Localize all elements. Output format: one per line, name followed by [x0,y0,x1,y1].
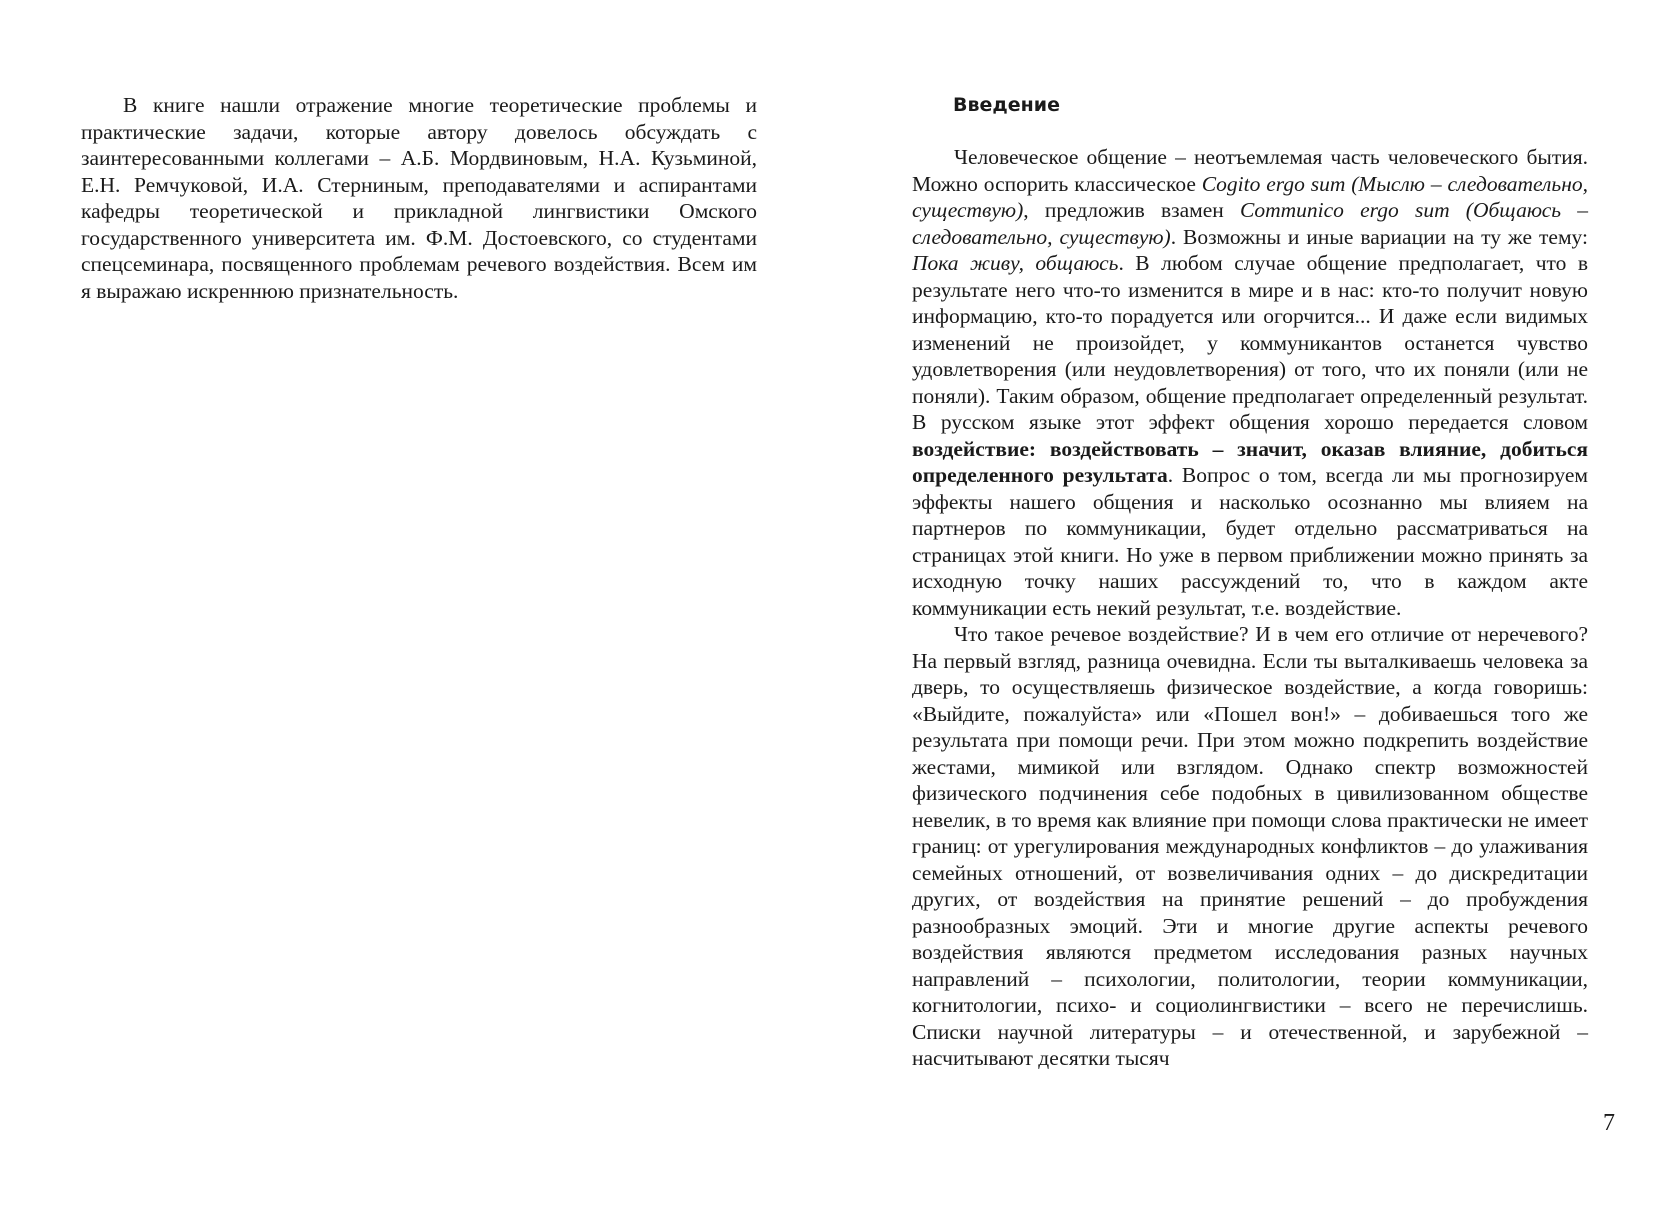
intro-paragraph-2: Что такое речевое воздействие? И в чем его отличие от неречевого? На первый взгляд, разница очевидна. Если ты выталкиваешь человека за дверь, то осуществляешь физическое воздействие, а когда говоришь: «Выйдите, пожалуйста» или «Пошел вон!» – добиваешься того же результата при помощи речи. При этом можно подкрепить воздействие жестами, мимикой или взглядом. Однако спектр возможностей физического подчинения себе подобных в цивилизованном обществе невелик, в то время как влияние при помощи слова практически не имеет границ: от урегулирования международных конфликтов – до улаживания семейных отношений, от возвеличивания одних – до дискредитации других, от воздействия на принятие решений – до пробуждения разнообразных эмоций. Эти и многие другие аспекты речевого воздействия являются предметом исследования разных научных направлений – психологии, политологии, теории коммуникации, когнитологии, психо- и социолингвистики – всего не перечислишь. Списки научной литературы – и отечественной, и зарубежной – насчитывают десятки тысяч [912,622,1588,1070]
cogito-phrase: Cogito ergo sum (Мыслю – следовательно, существую) [912,171,1588,222]
definition-bold: воздействие: воздействовать – значит, оказав влияние, добиться определенного результата [912,436,1588,487]
acknowledgements-paragraph: В книге нашли отражение многие теоретические проблемы и практические задачи, которые автору довелось обсуждать с заинтересованными коллегами – А.Б. Мордвиновым, Н.А. Кузьминой, Е.Н. Ремчуковой, И.А. Стерниным, преподавателями и аспирантами кафедры теоретической и прикладной лингвистики Омского государственного университета им. Ф.М. Достоевского, со студентами спецсеминара, посвященного проблемам речевого воздействия. Всем им я выражаю искреннюю признательность. [81,93,757,303]
right-page [827,0,1654,1211]
intro-text-5: . Вопрос о том, всегда ли мы прогнозируем эффекты нашего общения и насколько осознанно мы влияем на партнеров по коммуникации, будет отдельно рассматриваться на страницах этой книги. Но уже в первом приближении можно принять за исходную точку наших рассуждений то, что в каждом акте коммуникации есть некий результат, т.е. воздействие. [912,463,1588,620]
page-number: 7 [1603,1110,1615,1136]
left-text-block [81,92,757,304]
chapter-heading: Введение [953,94,1060,116]
right-text-block [912,144,1588,1072]
communico-phrase: Communico ergo sum (Общаюсь – следовательно, существую) [912,198,1588,249]
intro-text-2: , предложив взамен [1023,198,1240,222]
intro-text-1: Человеческое общение – неотъемлемая часть человеческого бытия. Можно оспорить классическое [912,145,1588,196]
intro-text-3: . Возможны и иные вариации на ту же тему: [1170,224,1588,249]
intro-text-4: . В любом случае общение предполагает, что в результате него что-то изменится в мире и в нас: кто-то получит новую информацию, кто-то порадуется или огорчится... И даже если видимых изменений не произойдет, у коммуникантов останется чувство удовлетворения (или неудовлетворения) от того, что их поняли (или не поняли). Таким образом, общение предполагает определенный результат. В русском языке этот эффект общения хорошо передается словом [912,251,1588,434]
variation-phrase: Пока живу, общаюсь [912,251,1119,275]
intro-paragraph-1 [912,144,1588,621]
